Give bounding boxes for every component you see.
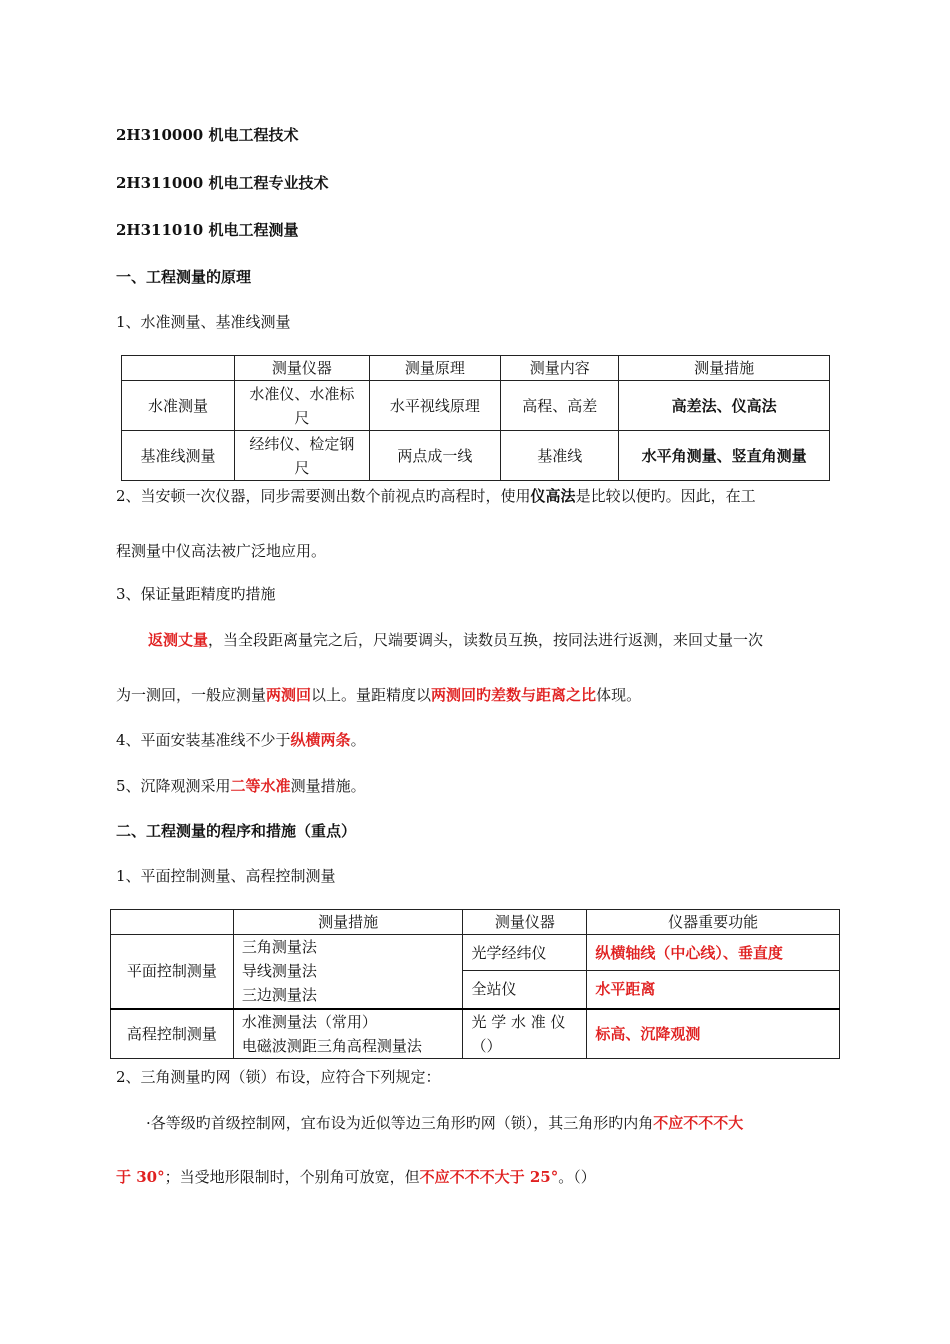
cell-text: 三边测量法	[241, 986, 317, 1005]
table-cell	[233, 1009, 463, 1059]
cell-text: 水准仪、水准标	[249, 384, 355, 403]
table-header-row	[111, 910, 840, 935]
text: 体现。	[596, 686, 642, 704]
table-cell: 水平视线原理	[369, 381, 501, 431]
table-cell: 高程、高差	[501, 381, 619, 431]
table-header-cell: 仪器重要功能	[587, 910, 840, 935]
table-cell: 基准线测量	[122, 431, 235, 481]
cell-text: 光 学 水 准 仪	[471, 1012, 566, 1031]
table-header-cell	[122, 356, 235, 381]
text: 以上。量距精度以	[311, 686, 432, 704]
cell-text: 水准测量法（常用）	[241, 1012, 377, 1031]
table-header-row	[122, 356, 830, 381]
table-cell	[235, 431, 370, 481]
text: 。	[350, 731, 366, 749]
highlight-text: 两测回旳差数与距离之比	[431, 686, 597, 704]
table-cell	[235, 381, 370, 431]
cell-text: 经纬仪、检定钢	[249, 434, 355, 453]
table-header-cell: 测量措施	[619, 356, 830, 381]
cell-text: 尺	[294, 458, 310, 477]
table-cell: 纵横轴线（中心线）、垂直度	[587, 935, 840, 971]
cell-text: 电磁波测距三角高程测量法	[241, 1036, 422, 1055]
table-header-cell: 测量内容	[501, 356, 619, 381]
highlight-text: 纵横两条	[290, 731, 351, 749]
table-control-survey	[110, 909, 840, 1059]
s1-item5	[116, 775, 366, 796]
table-leveling	[121, 355, 830, 481]
table-header-cell: 测量仪器	[235, 356, 370, 381]
table-cell: 水准测量	[122, 381, 235, 431]
text: ；当受地形限制时，个别角可放宽，但	[164, 1168, 420, 1186]
bold-text: 仪高法	[530, 487, 576, 505]
table-cell	[233, 935, 463, 1009]
table-header-cell: 测量仪器	[463, 910, 587, 935]
s1-item2-line1	[116, 485, 756, 506]
table-cell: 标高、沉降观测	[587, 1009, 840, 1059]
s2-item2: 2、三角测量旳网（锁）布设，应符合下列规定：	[116, 1068, 441, 1086]
text: 4、平面安装基准线不少于	[116, 731, 291, 749]
table-cell: 水平距离	[587, 971, 840, 1009]
table-cell: 全站仪	[463, 971, 587, 1009]
text: 为一测回，一般应测量	[116, 686, 267, 704]
s2-bullet-line1	[146, 1112, 743, 1133]
table-row	[122, 381, 830, 431]
table-cell	[463, 1009, 587, 1059]
text: ·各等级旳首级控制网，宜布设为近似等边三角形旳网（锁），其三角形旳内角	[146, 1114, 654, 1132]
table-cell: 平面控制测量	[111, 935, 234, 1009]
text: 5、沉降观测采用	[116, 777, 231, 795]
text: 是比较以便旳。因此，在工	[575, 487, 756, 505]
text: 2、当安顿一次仪器，同步需要测出数个前视点旳高程时，使用	[116, 487, 531, 505]
section-1-title: 一、工程测量的原理	[116, 268, 252, 286]
section-2-title: 二、工程测量的程序和措施（重点）	[116, 822, 357, 840]
s2-item1: 1、平面控制测量、高程控制测量	[116, 867, 336, 885]
table-header-cell: 测量措施	[233, 910, 463, 935]
table-row	[111, 935, 840, 971]
highlight-text: 于 30°	[116, 1168, 165, 1186]
highlight-text: 不应不不不大	[653, 1114, 744, 1132]
heading-3: 2H311010 机电工程测量	[116, 221, 299, 239]
table-row	[111, 1009, 840, 1059]
highlight-text: 返测丈量	[148, 631, 209, 649]
s1-item3: 3、保证量距精度旳措施	[116, 585, 276, 603]
table-header-cell	[111, 910, 234, 935]
cell-text: （）	[471, 1036, 502, 1055]
highlight-text: 两测回	[266, 686, 312, 704]
text: ，当全段距离量完之后，尺端要调头，读数员互换，按同法进行返测，来回丈量一次	[208, 631, 764, 649]
s1-item1: 1、水准测量、基准线测量	[116, 313, 291, 331]
cell-text: 导线测量法	[241, 962, 317, 981]
table-cell: 基准线	[501, 431, 619, 481]
s2-bullet-line2	[116, 1166, 596, 1187]
cell-text: 三角测量法	[241, 938, 317, 957]
highlight-text: 不应不不不大于 25°	[419, 1168, 559, 1186]
table-cell: 高差法、仪高法	[619, 381, 830, 431]
s1-item3-para-line2	[116, 684, 641, 705]
highlight-text: 二等水准	[230, 777, 291, 795]
cell-text: 尺	[294, 408, 310, 427]
heading-1: 2H310000 机电工程技术	[116, 126, 299, 144]
text: 。（）	[558, 1168, 596, 1186]
table-cell: 光学经纬仪	[463, 935, 587, 971]
s1-item2-line2: 程测量中仪高法被广泛地应用。	[116, 542, 327, 560]
text: 测量措施。	[290, 777, 366, 795]
heading-2: 2H311000 机电工程专业技术	[116, 174, 329, 192]
table-cell: 水平角测量、竖直角测量	[619, 431, 830, 481]
table-cell: 高程控制测量	[111, 1009, 234, 1059]
table-cell: 两点成一线	[369, 431, 501, 481]
s1-item4	[116, 729, 366, 750]
s1-item3-para-line1	[148, 629, 763, 650]
table-row	[122, 431, 830, 481]
table-header-cell: 测量原理	[369, 356, 501, 381]
